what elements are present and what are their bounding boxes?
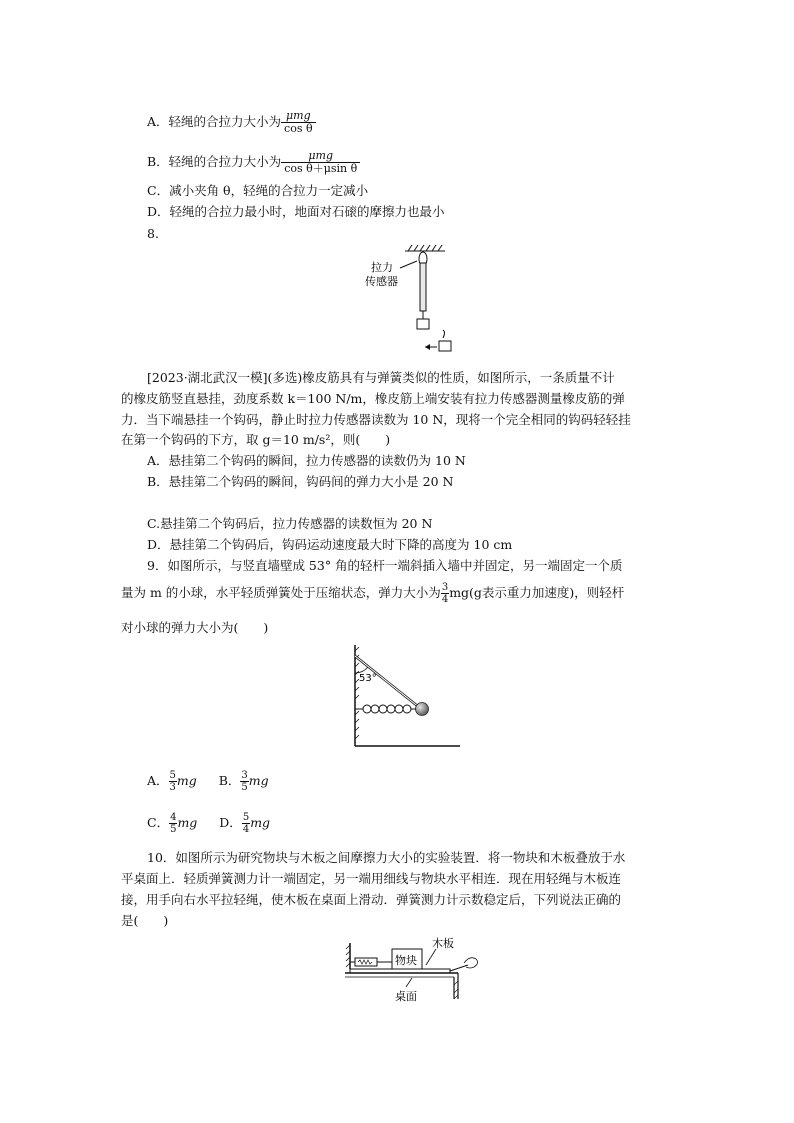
q9-stem-line2-pre: 量为 m 的小球，水平轻质弹簧处于压缩状态，弹力大小为 [121,585,441,600]
arrow-head [425,344,430,350]
q8-number: 8. [147,226,159,241]
angle-label: 53° [359,673,377,684]
hook-weight-2 [439,341,451,351]
q7-option-b-text: B．轻绳的合拉力大小为 [147,154,282,169]
q9-stem-line2-post: mg(g表示重力加速度)，则轻杆 [449,585,625,600]
frac-den: cos θ＋μsin θ [281,162,360,175]
hook-weight-1 [417,319,429,329]
ceiling-hatch [405,245,445,251]
table-pointer [406,978,412,987]
rope [450,965,468,971]
frac-den: 3 [169,782,176,793]
q9-option-b-label: B． [218,773,241,788]
q9-stem-line1: 9．如图所示，与竖直墙壁成 53° 角的轻杆一端斜插入墙中并固定，另一端固定一个质 [147,558,623,573]
q9-option-a-fraction [169,770,177,793]
q8-option-c: C.悬挂第二个钩码后，拉力传感器的读数恒为 20 N [147,516,433,531]
board-pointer [426,949,436,965]
frac-num: 5 [169,770,176,781]
frac-num: 3 [441,582,449,593]
q8-stem-line2: 的橡皮筋竖直悬挂，劲度系数 k＝100 N/m，橡皮筋上端安装有拉力传感器测量橡皮筋的弹 [121,391,625,406]
q9-option-c-label: C． [147,815,170,830]
q9-option-d-label: D． [219,815,242,830]
q7-option-d: D．轻绳的合拉力最小时，地面对石磙的摩擦力也最小 [147,204,445,219]
mg: mg [176,773,197,788]
frac-num: 5 [242,812,250,823]
frac-den: 4 [441,594,449,605]
q7-option-b-fraction [281,150,360,175]
q8-option-d: D．悬挂第二个钩码后，钩码运动速度最大时下降的高度为 10 cm [147,537,513,552]
q9-stem-line3: 对小球的弹力大小为( ) [121,620,269,635]
q8-stem-line1: [2023·湖北武汉一模](多选)橡皮筋具有与弹簧类似的性质，如图所示，一条质量不计 [147,370,615,385]
q9-options-row1 [147,770,269,793]
q9-options-row2 [147,812,270,835]
q10-stem-line3: 接，用手向右水平拉轻绳，使木板在桌面上滑动．弹簧测力计示数稳定后，下列说法正确的 [121,892,622,907]
table-label: 桌面 [395,990,417,1003]
q9-force-fraction [441,582,449,605]
q7-option-a-text: A．轻绳的合拉力大小为 [147,114,282,129]
label-line2: 传感器 [365,275,398,288]
q10-stem-line4: 是( ) [121,913,169,928]
q8-stem-line3: 力．当下端悬挂一个钩码，静止时拉力传感器读数为 10 N，现将一个完全相同的钩码轻轻挂 [121,412,631,427]
q10-stem-line2: 平桌面上．轻质弹簧测力计一端固定，另一端用细线与物块水平相连．现在用轻绳与木板连 [121,871,622,886]
q9-option-b-fraction [240,770,248,793]
q8-stem-line4: 在第一个钩码的下方，取 g＝10 m/s²，则( ) [121,432,391,447]
q7-option-a-fraction [281,110,316,135]
q8-option-b: B．悬挂第二个钩码的瞬间，钩码间的弹力大小是 20 N [147,474,454,489]
mg: mg [177,815,198,830]
frac-num: 4 [170,812,177,823]
mg: mg [248,773,269,788]
q9-option-d-fraction [242,812,250,835]
q10-stem-line1: 10．如图所示为研究物块与木板之间摩擦力大小的实验装置．将一物块和木板叠放于水 [147,850,626,865]
q7-option-c: C．减小夹角 θ，轻绳的合拉力一定减小 [147,183,369,198]
frac-num: 3 [241,770,248,781]
mg: mg [250,815,271,830]
q10-figure [340,935,490,1005]
label-line1: 拉力 [371,261,393,274]
hook-2 [443,330,445,338]
q7-option-b [147,150,360,175]
board-label: 木板 [432,937,454,950]
q9-figure [345,643,465,753]
q9-stem-line2 [121,582,624,605]
q7-option-a [147,110,316,135]
q8-figure [355,243,475,358]
frac-den: 5 [170,824,177,835]
q8-option-a: A．悬挂第二个钩码的瞬间，拉力传感器的读数仍为 10 N [147,453,466,468]
q9-option-a-label: A． [147,773,169,788]
rubber-band [420,263,426,311]
frac-den: cos θ [281,122,316,135]
table-hatch [454,981,458,999]
block-label: 物块 [395,954,417,967]
ball [416,703,429,716]
label-pointer [400,261,417,268]
frac-den: 5 [241,782,248,793]
spring [355,705,416,713]
hand-icon [464,958,478,968]
frac-den: 4 [242,824,250,835]
frac-num: μmg [286,109,311,122]
frac-num: μmg [308,149,334,162]
